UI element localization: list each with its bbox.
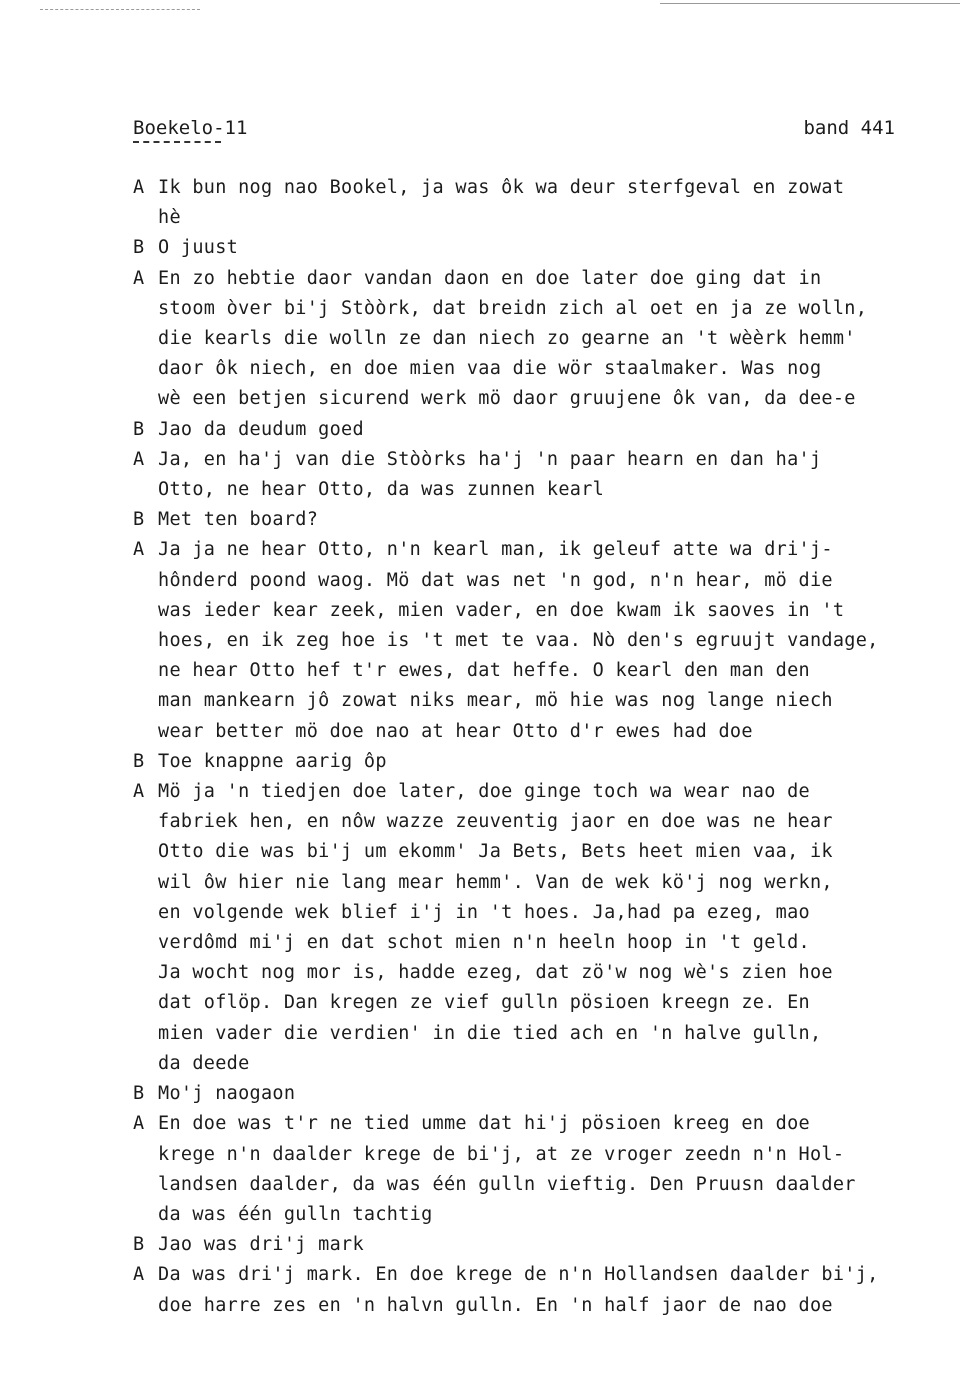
speaker-label: B bbox=[133, 418, 145, 440]
utterance-line: da was één gulln tachtig bbox=[158, 1203, 433, 1225]
utterance-line: Mö ja 'n tiedjen doe later, doe ginge toch wa wear nao de bbox=[158, 781, 810, 803]
place-title: Boekelo-11 bbox=[133, 117, 248, 139]
transcript-turn bbox=[133, 777, 943, 1079]
utterance-line: Otto die was bi'j um ekomm' Ja Bets, Bets heet mien vaa, ik bbox=[158, 841, 833, 863]
utterance-line: Ik bun nog nao Bookel, ja was ôk wa deur sterfgeval en zowat bbox=[158, 177, 845, 198]
utterance-line: dat oflöp. Dan kregen ze vief gulln pösioen kreegn ze. En bbox=[158, 992, 810, 1014]
utterance-line: Otto, ne hear Otto, da was zunnen kearl bbox=[158, 479, 605, 501]
utterance bbox=[158, 1230, 943, 1260]
utterance-line: Da was dri'j mark. En doe krege de n'n Hollandsen daalder bi'j, bbox=[158, 1264, 879, 1286]
transcript-turn bbox=[133, 415, 943, 445]
utterance-line: Met ten board? bbox=[158, 509, 319, 531]
utterance bbox=[158, 505, 943, 535]
speaker-label: B bbox=[133, 1083, 145, 1105]
transcript-turn bbox=[133, 1109, 943, 1230]
utterance-line: verdômd mi'j en dat schot mien n'n heeln hoop in 't geld. bbox=[158, 932, 810, 954]
utterance bbox=[158, 1079, 943, 1109]
transcript-turn bbox=[133, 747, 943, 777]
utterance bbox=[158, 777, 943, 1079]
transcript-turn bbox=[133, 535, 943, 746]
top-left-rule bbox=[40, 9, 200, 10]
speaker-label: A bbox=[133, 1113, 145, 1135]
utterance-line: Toe knappne aarig ôp bbox=[158, 750, 387, 772]
utterance-line: fabriek hen, en nôw wazze zeuventig jaor en doe was ne hear bbox=[158, 811, 833, 833]
utterance-line: hoes, en ik zeg hoe is 't met te vaa. Nò den's egruujt vandage, bbox=[158, 630, 879, 652]
transcript-turn bbox=[133, 264, 943, 415]
place-title-underline bbox=[133, 141, 221, 143]
utterance-line: mien vader die verdien' in die tied ach en 'n halve gulln, bbox=[158, 1022, 822, 1044]
utterance bbox=[158, 173, 943, 233]
utterance-line: krege n'n daalder krege de bi'j, at ze vroger zeedn n'n Hol- bbox=[158, 1143, 845, 1165]
speaker-label: B bbox=[133, 1234, 145, 1256]
utterance-line: doe harre zes en 'n halvn gulln. En 'n half jaor de nao doe bbox=[158, 1294, 833, 1316]
top-right-rule bbox=[660, 3, 960, 4]
utterance bbox=[158, 535, 943, 746]
utterance-line: Jao was dri'j mark bbox=[158, 1234, 364, 1256]
transcript-turn bbox=[133, 233, 943, 263]
utterance-line: hè bbox=[158, 207, 181, 229]
speaker-label: B bbox=[133, 750, 145, 772]
utterance bbox=[158, 1260, 943, 1320]
utterance-line: landsen daalder, da was één gulln vieftig. Den Pruusn daalder bbox=[158, 1173, 856, 1195]
utterance-line: ne hear Otto hef t'r ewes, dat heffe. O kearl den man den bbox=[158, 660, 810, 682]
transcript-turn bbox=[133, 1260, 943, 1320]
speaker-label: A bbox=[133, 781, 145, 803]
utterance bbox=[158, 415, 943, 445]
utterance-line: En zo hebtie daor vandan daon en doe later doe ging dat in bbox=[158, 267, 822, 289]
utterance-line: O juust bbox=[158, 237, 239, 259]
utterance-line: was ieder kear zeek, mien vader, en doe kwam ik saoves in 't bbox=[158, 599, 845, 621]
utterance-line: wil ôw hier nie lang mear hemm'. Van de wek kö'j nog werkn, bbox=[158, 871, 833, 893]
transcript-turn bbox=[133, 1230, 943, 1260]
utterance-line: daor ôk niech, en doe mien vaa die wör staalmaker. Was nog bbox=[158, 358, 822, 380]
speaker-label: A bbox=[133, 267, 145, 289]
utterance-line: wear better mö doe nao at hear Otto d'r ewes had doe bbox=[158, 720, 753, 742]
utterance bbox=[158, 747, 943, 777]
utterance-line: Ja wocht nog mor is, hadde ezeg, dat zö'w nog wè's zien hoe bbox=[158, 962, 833, 984]
utterance-line: da deede bbox=[158, 1052, 250, 1074]
utterance-line: man mankearn jô zowat niks mear, mö hie was nog lange niech bbox=[158, 690, 833, 712]
utterance bbox=[158, 233, 943, 263]
utterance bbox=[158, 1109, 943, 1230]
utterance-line: die kearls die wolln ze dan niech zo gearne an 't wèèrk hemm' bbox=[158, 328, 856, 350]
utterance-line: Mo'j naogaon bbox=[158, 1083, 296, 1105]
utterance bbox=[158, 445, 943, 505]
utterance-line: Jao da deudum goed bbox=[158, 418, 364, 440]
transcript-turn bbox=[133, 173, 943, 233]
utterance bbox=[158, 264, 943, 415]
transcript-turn bbox=[133, 445, 943, 505]
band-number: band 441 bbox=[803, 117, 895, 139]
utterance-line: stoom òver bi'j Stòòrk, dat breidn zich al oet en ja ze wolln, bbox=[158, 297, 868, 319]
utterance-line: wè een betjen sicurend werk mö daor gruujene ôk van, da dee-e bbox=[158, 388, 856, 410]
transcript-turn bbox=[133, 505, 943, 535]
speaker-label: B bbox=[133, 509, 145, 531]
utterance-line: Ja ja ne hear Otto, n'n kearl man, ik geleuf atte wa dri'j- bbox=[158, 539, 833, 561]
utterance-line: hônderd poond waog. Mö dat was net 'n god, n'n hear, mö die bbox=[158, 569, 833, 591]
utterance-line: en volgende wek blief i'j in 't hoes. Ja,had pa ezeg, mao bbox=[158, 901, 810, 923]
speaker-label: A bbox=[133, 1264, 145, 1286]
transcript bbox=[133, 173, 943, 1321]
speaker-label: B bbox=[133, 237, 145, 259]
speaker-label: A bbox=[133, 177, 145, 198]
utterance-line: En doe was t'r ne tied umme dat hi'j pösioen kreeg en doe bbox=[158, 1113, 810, 1135]
speaker-label: A bbox=[133, 539, 145, 561]
transcript-turn bbox=[133, 1079, 943, 1109]
utterance-line: Ja, en ha'j van die Stòòrks ha'j 'n paar hearn en dan ha'j bbox=[158, 448, 822, 470]
speaker-label: A bbox=[133, 448, 145, 470]
